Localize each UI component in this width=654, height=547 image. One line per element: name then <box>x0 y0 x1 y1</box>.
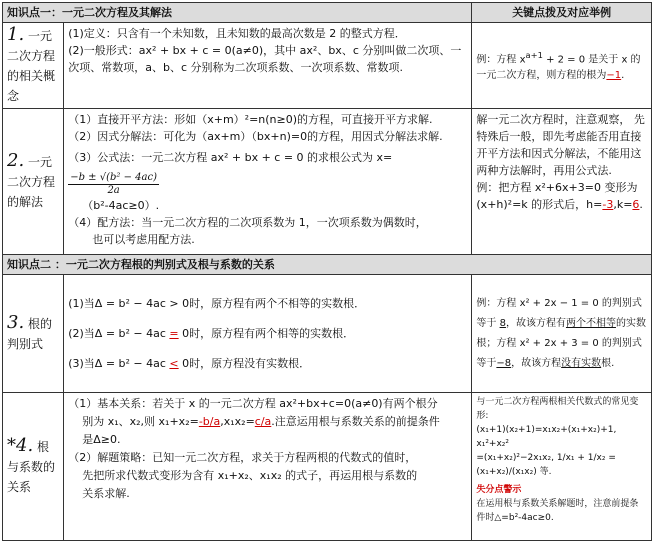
row2-example <box>476 179 647 213</box>
knowledge-table <box>2 2 652 541</box>
row4-line6: 关系求解. <box>82 487 130 500</box>
row3-content <box>64 275 472 393</box>
row1-example-answer: −1 <box>606 70 622 82</box>
row4-tip-line3: =(x₁+x₂)²−2x₁x₂, 1/x₁ + 1/x₂ = (x₁+x₂)/(x₁x₂) 等. <box>476 453 616 477</box>
row3-ex2-val: −8 <box>496 357 512 369</box>
row1-example-pre: 例：方程 x <box>476 54 526 66</box>
row1-example-mid: + 2 = 0 是关于 x 的一元二次方程，则方程的根为 <box>476 54 641 82</box>
row4-line2 <box>68 413 467 431</box>
row4-num: *4. <box>7 435 34 456</box>
row4-product-answer: c/a <box>254 415 272 428</box>
row2-example-end: . <box>639 198 643 211</box>
row2-line5: （4）配方法：当一元二次方程的二次项系数为 1，一次项系数为偶数时， <box>68 216 427 229</box>
row2-line4: （b²-4ac≥0）. <box>82 199 160 212</box>
row1-example-sup: a+1 <box>525 49 543 60</box>
row3-ex1-mid: ，故该方程有 <box>505 317 566 329</box>
row1-line2: (2)一般形式：ax² + bx + c = 0(a≠0)，其中 ax²、bx、c 分别叫做二次项、一 <box>68 44 462 57</box>
row1-example-end: . <box>621 70 625 82</box>
row1-line3: 次项、常数项，a、b、c 分别称为二次项系数、一次项系数、常数项. <box>68 61 403 74</box>
row4-line2-a: 别为 x₁、x₂,则 x₁+x₂= <box>82 415 199 428</box>
row2-num: 2. <box>7 150 25 171</box>
row3-line3-op: < <box>169 356 179 370</box>
row1-num: 1. <box>7 24 25 45</box>
row3-ex1-end: 的实数根；方程 x² + 2x + 3 = 0 的判别式等于 <box>476 317 646 369</box>
row3-ex1: 例：方程 x² + 2x − 1 = 0 的判别式等于 <box>476 297 642 329</box>
row1-label-text: 一元二次方程的相关概念 <box>7 29 56 103</box>
section2-header: 知识点二 ：一元二次方程根的判别式及根与系数的关系 <box>3 255 652 275</box>
row3-line3-b: 0时，原方程没有实数根． <box>178 356 311 370</box>
row4-warning-title: 失分点警示 <box>476 485 522 495</box>
formula-denominator: 2a <box>107 184 120 196</box>
row2-line6: 也可以考虑用配方法. <box>92 233 195 246</box>
row2-label <box>3 109 64 255</box>
row2-line3 <box>68 145 467 197</box>
row4-label <box>3 393 64 541</box>
row1-content <box>64 23 472 109</box>
row4-line1: （1）基本关系：若关于 x 的一元二次方程 ax²+bx+c=0(a≠0)有两个根分 <box>68 397 438 410</box>
row3-ex1-ans: 两个不相等 <box>565 317 616 329</box>
row3-ex2-ans: 没有实数 <box>561 357 602 369</box>
row3-ex2-mid: ，故该方程 <box>511 357 562 369</box>
row2-k-label: ,k= <box>613 198 633 211</box>
row4-line4: （2）解题策略：已知一元二次方程，求关于方程两根的代数式的值时， <box>68 451 417 464</box>
right-column-header: 关键点拨及对应举例 <box>472 3 652 23</box>
row3-num: 3. <box>7 312 25 333</box>
row3-example <box>472 275 652 393</box>
row2-line2: （2）因式分解法：可化为（ax+m）（bx+n)=0的方程，用因式分解法求解. <box>68 130 443 143</box>
row3-label-text: 根的判别式 <box>7 317 53 351</box>
row3-line3-a: (3)当Δ = b² − 4ac <box>68 356 170 370</box>
row4-line2-c: .注意运用根与系数关系的前提条件 <box>271 415 440 428</box>
row2-k-answer: 6 <box>632 198 640 211</box>
row4-sum-answer: -b/a <box>198 415 221 428</box>
row3-line3 <box>68 349 467 379</box>
row4-line2-b: ,x₁x₂= <box>220 415 255 428</box>
row4-warning-text: 在运用根与系数关系解题时，注意前提条件时△=b²-4ac≥0. <box>476 499 639 523</box>
row4-label-text: 根与系数的关系 <box>7 440 56 494</box>
row1-label <box>3 23 64 109</box>
row1-line1: (1)定义：只含有一个未知数，且未知数的最高次数是 2 的整式方程． <box>68 27 406 40</box>
row2-label-text: 一元二次方程的解法 <box>7 155 56 209</box>
row3-line2-a: (2)当Δ = b² − 4ac <box>68 326 170 340</box>
row2-example-text: 例：把方程 x²+6x+3=0 变形为 (x+h)²=k 的形式后，h= <box>476 181 638 211</box>
row4-line3: 是Δ≥0. <box>82 433 121 446</box>
row2-content <box>64 109 472 255</box>
quadratic-formula <box>68 172 159 197</box>
row4-tip-line1: 与一元二次方程两根相关代数式的常见变形: <box>476 397 639 421</box>
row2-line3-text: （3）公式法：一元二次方程 ax² + bx + c = 0 的求根公式为 x= <box>68 151 393 164</box>
row1-example <box>472 23 652 109</box>
row2-line1: （1）直接开平方法：形如（x+m）²=n(n≥0)的方程，可直接开平方求解. <box>68 113 433 126</box>
row2-h-answer: -3 <box>602 198 614 211</box>
row3-line2-b: 0时，原方程有两个相等的实数根． <box>178 326 355 340</box>
row2-tip <box>472 109 652 255</box>
row4-content <box>64 393 472 541</box>
formula-numerator: −b ± √(b² − 4ac) <box>70 171 157 183</box>
row4-tip <box>472 393 652 541</box>
row3-ex1-val: 8 <box>499 317 506 329</box>
row3-line2-op: = <box>169 326 179 340</box>
row3-ex2-end: 根. <box>601 357 615 369</box>
section1-header: 知识点一：一元二次方程及其解法 <box>3 3 472 23</box>
row3-line2 <box>68 319 467 349</box>
row3-label <box>3 275 64 393</box>
row2-tip-text: 解一元二次方程时，注意观察， 先特殊后一般，即先考虑能否用直接开平方法和因式分解法，不能用这两种方法解时，再用公式法. <box>476 113 645 177</box>
row4-tip-line2: (x₁+1)(x₂+1)=x₁x₂+(x₁+x₂)+1, x₁²+x₂² <box>476 425 617 449</box>
row4-line5: 先把所求代数式变形为含有 x₁+x₂、x₁x₂ 的式子，再运用根与系数的 <box>82 469 418 482</box>
row3-line1: (1)当Δ = b² − 4ac > 0时，原方程有两个不相等的实数根． <box>68 296 366 310</box>
